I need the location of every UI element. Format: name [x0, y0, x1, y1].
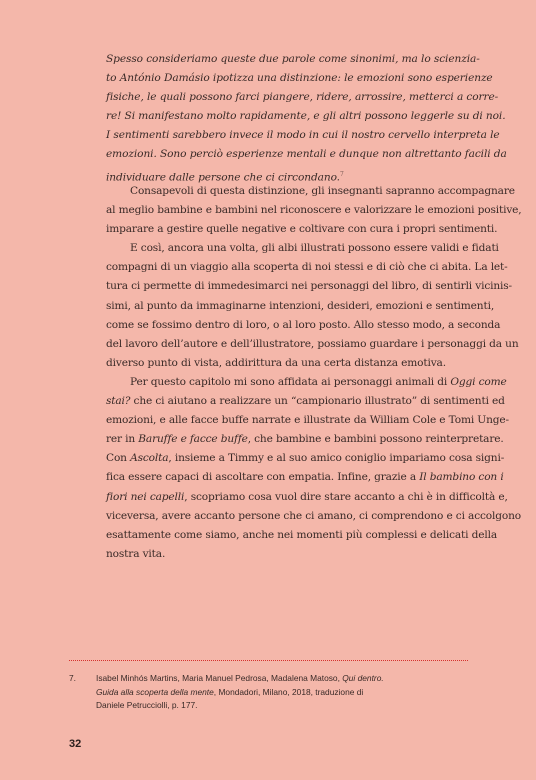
paragraph-2-line: come se fossimo dentro di loro, o al loro posto. Allo stesso modo, a seconda	[106, 318, 501, 331]
text-run: , scopriamo cosa vuol dire stare accanto a chi è in difficoltà e,	[184, 490, 508, 503]
page-number: 32	[69, 738, 82, 750]
text-run: fica essere capaci di ascoltare con empatia. Infine, grazie a	[106, 471, 420, 484]
paragraph-1-line: al meglio bambine e bambini nel riconoscere e valorizzare le emozioni positive,	[106, 204, 522, 217]
book-title: fiori nei capelli	[106, 490, 185, 503]
footnote-divider	[69, 660, 468, 661]
paragraph-3-line: emozioni, e alle facce buffe narrate e illustrate da William Cole e Tomi Unge-	[106, 414, 509, 427]
book-title: Baruffe e facce buffe	[138, 433, 248, 446]
quote-line: re! Si manifestano molto rapidamente, e gli altri possono leggerle su di noi.	[106, 110, 506, 123]
book-title: Qui dentro.	[342, 673, 384, 683]
quote-line: emozioni. Sono perciò esperienze mentali e dunque non altrettanto facili da	[106, 148, 507, 161]
quote-line: to António Damásio ipotizza una distinzione: le emozioni sono esperienze	[106, 72, 493, 85]
book-title: stai?	[106, 395, 131, 408]
footnote-line: Daniele Petrucciolli, p. 177.	[96, 700, 198, 710]
paragraph-3-line	[106, 488, 508, 507]
text-run: che ci aiutano a realizzare un “campionario illustrato” di sentimenti ed	[130, 395, 505, 408]
paragraph-2-line: E così, ancora una volta, gli albi illustrati possono essere validi e fidati	[130, 242, 499, 255]
paragraph-2-line: diverso punto di vista, addirittura da una certa distanza emotiva.	[106, 356, 446, 369]
paragraph-3-line: viceversa, avere accanto persone che ci amano, ci comprendono e ci accolgono	[106, 509, 522, 522]
paragraph-3-line	[106, 468, 504, 487]
italic-quote-block	[106, 50, 507, 187]
footnote-text	[96, 672, 409, 713]
text-run: , che bambine e bambini possono reinterpretare.	[247, 433, 504, 446]
paragraph-2-line: del lavoro dell’autore e dell’illustratore, possiamo guardare i personaggi da un	[106, 337, 519, 350]
book-title: Guida alla scoperta della mente	[96, 686, 214, 697]
footnote-line	[96, 672, 409, 686]
text-run: Con	[106, 452, 131, 465]
text-run: , insieme a Timmy e al suo amico coniglio impariamo cosa signi-	[168, 452, 505, 465]
footnote	[69, 672, 409, 713]
text-run: Isabel Minhós Martins, Maria Manuel Pedrosa, Madalena Matoso,	[96, 673, 343, 683]
text-run: , Mondadori, Milano, 2018, traduzione di	[213, 686, 364, 697]
text-run: Per questo capitolo mi sono affidata ai personaggi animali di	[130, 375, 451, 388]
body-text	[106, 182, 522, 564]
text-run: rer in	[106, 433, 139, 446]
quote-line: Spesso consideriamo queste due parole come sinonimi, ma lo scienzia-	[106, 53, 480, 65]
paragraph-3-line: nostra vita.	[106, 547, 166, 560]
quote-line: I sentimenti sarebbero invece il modo in cui il nostro cervello interpreta le	[106, 129, 500, 142]
book-title: Il bambino con i	[419, 471, 504, 484]
paragraph-2-line: compagni di un viaggio alla scoperta di noi stessi e di ciò che ci abita. La let-	[106, 261, 508, 274]
quote-line: fisiche, le quali possono farci piangere, ridere, arrossire, metterci a corre-	[106, 91, 499, 104]
book-title: Oggi come	[450, 375, 507, 388]
paragraph-3-line	[106, 373, 507, 392]
paragraph-3-line	[106, 449, 505, 468]
paragraph-1-line: Consapevoli di questa distinzione, gli insegnanti sapranno accompagnare	[130, 185, 515, 197]
paragraph-2-line: simi, al punto da immaginarne intenzioni, desideri, emozioni e sentimenti,	[106, 299, 495, 312]
paragraph-3-line	[106, 392, 505, 411]
paragraph-3-line: esattamente come siamo, anche nei momenti più complessi e delicati della	[106, 528, 497, 541]
footnote-line	[96, 686, 409, 700]
footnote-reference: 7	[339, 170, 344, 178]
paragraph-3-line	[106, 430, 504, 449]
quote-line-text: individuare dalle persone che ci circondano.	[106, 171, 340, 184]
footnote-number: 7.	[69, 673, 76, 683]
book-title: Ascolta	[130, 452, 169, 465]
paragraph-1-line: imparare a gestire quelle negative e coltivare con cura i propri sentimenti.	[106, 223, 498, 236]
paragraph-2-line: tura ci permette di immedesimarci nei personaggi del libro, di sentirli vicinis-	[106, 280, 512, 293]
